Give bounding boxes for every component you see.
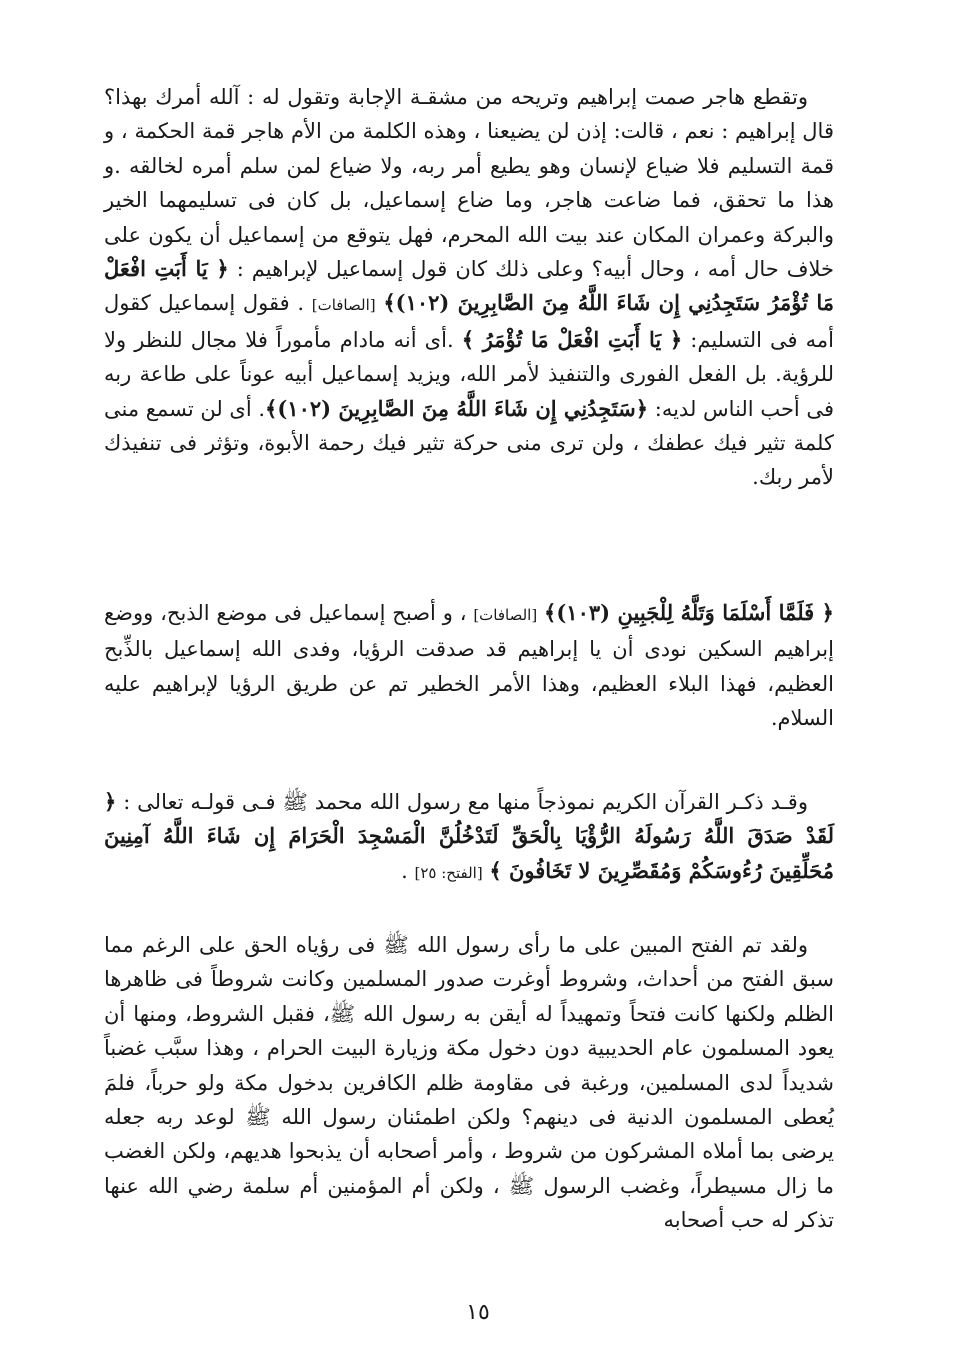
paragraph-end: .: [401, 858, 408, 883]
quran-verse: ﴿ لَقَدْ صَدَقَ اللَّهُ رَسُولَهُ الرُّؤْيَا بِالْحَقِّ لَتَدْخُلُنَّ الْمَسْجِدَ الْحَرَامَ إِن شَاءَ اللَّهُ آمِنِينَ مُحَلِّقِينَ رُءُوسَكُمْ وَمُقَصِّرِينَ لا تَخَافُونَ ﴾: [104, 789, 834, 883]
page-number: ١٥: [466, 1300, 490, 1325]
surah-reference: [الفتح: ٢٥]: [414, 863, 483, 882]
paragraph-text: . فقول إسماعيل كقول أمه فى التسليم:: [104, 291, 834, 352]
paragraph-sacrifice: [104, 596, 834, 736]
surah-reference: [الصافات]: [473, 606, 538, 624]
quran-verse: ﴿ يَا أَبَتِ افْعَلْ مَا تُؤْمَرُ ﴾: [461, 326, 683, 352]
paragraph-text: وتقطع هاجر صمت إبراهيم وتريحه من مشقـة الإجابة وتقول له : آلله أمرك بهذا؟ قال إبراهيم : نعم ، قالت: إذن لن يضيعنا ، وهذه الكلمة من الأم هاجر قمة الحكمة ، و قمة التسليم فلا ضياع لإنسان وهو يطيع أمر ربه، ولا ضياع لمن سلم أمره لخالقه .و هذا ما تحقق، فما ضاعت هاجر، وما ضاع إسماعيل، بل كان فى تسليمهما الخير والبركة وعمران المكان عند بيت الله المحرم، فهل يتوقع من إسماعيل أن يكون على خلاف حال أمه ، وحال أبيه؟ وعلى ذلك كان قول إسماعيل لإبراهيم :: [104, 85, 834, 282]
quran-verse: ﴿ يَا أَبَتِ افْعَلْ مَا تُؤْمَرُ سَتَجِدُنِي إِن شَاءَ اللَّهُ مِنَ الصَّابِرِينَ (١٠٢)﴾: [104, 256, 834, 316]
paragraph-hudaybiyyah: [104, 928, 834, 1238]
paragraph-ismail-submission: [104, 80, 834, 495]
paragraph-text: ، و أصبح إسماعيل فى موضع الذبح، ووضع إبراهيم السكين نودى أن يا إبراهيم قد صدقت الرؤيا، وفدى الله إسماعيل بالذِّبح العظيم، فهذا البلاء العظيم، وهذا الأمر الخطير تم عن طريق الرؤيا لإبراهيم عليه السلام.: [104, 601, 834, 731]
quran-verse: ﴿سَتَجِدُنِي إِن شَاءَ اللَّهُ مِنَ الصَّابِرِينَ (١٠٢)﴾: [265, 395, 649, 421]
quran-verse: ﴿ فَلَمَّا أَسْلَمَا وَتَلَّهُ لِلْجَبِينِ (١٠٣)﴾: [544, 600, 834, 625]
paragraph-text: . أى لن تسمع منى كلمة تثير فيك عطفك ، ولن ترى منى حركة تثير فيك رحمة الأبوة، وتؤثر فى تنفيذك لأمر ربك.: [104, 396, 834, 490]
paragraph-text: وقـد ذكـر القرآن الكريم نموذجاً منها مع رسول الله محمد ﷺ فـى قولـه تعالى :: [123, 790, 808, 814]
paragraph-text: ولقد تم الفتح المبين على ما رأى رسول الله ﷺ فى رؤياه الحق على الرغم مما سبق الفتح من أحداث، وشروط أوغرت صدور المسلمين وكانت شروطاً فى ظاهرها الظلم ولكنها كانت فتحاً وتمهيداً له أيقن به رسول الله ﷺ، فقبل الشروط، ومنها أن يعود المسلمون عام الحديبية دون دخول مكة وزيارة البيت الحرام ، وهذا سبَّب غضباً شديداً لدى المسلمين، ورغبة فى مقاومة ظلم الكافرين بدخول مكة ولو حرباً، فلمَ يُعطى المسلمون الدنية فى دينهم؟ ولكن اطمئنان رسول الله ﷺ لوعد ربه جعله يرضى بما أملاه المشركون من شروط ، وأمر أصحابه أن يذبحوا هديهم، ولكن الغضب ما زال مسيطراً، وغضب الرسول ﷺ ، ولكن أم المؤمنين أم سلمة رضي الله عنها تذكر له حب أصحابه: [104, 933, 834, 1233]
surah-reference: [الصافات]: [311, 296, 376, 315]
paragraph-text: .أى أنه مادام مأموراً فلا مجال للنظر ولا للرؤية. بل الفعل الفورى والتنفيذ لأمر الله، ويزيد إسماعيل أبيه عوناً على طاعة ربه فى أحب الناس لديه:: [104, 327, 834, 421]
paragraph-prophet-vision: [104, 785, 834, 890]
